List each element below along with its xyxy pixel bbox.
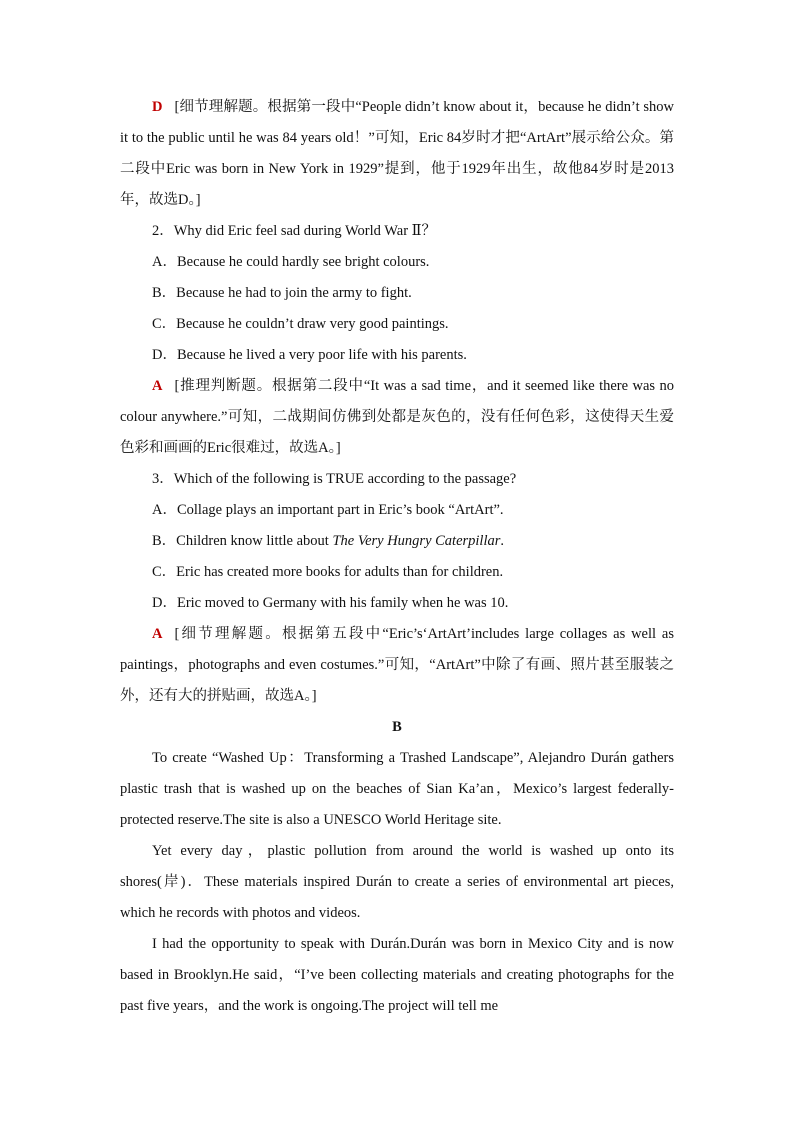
explanation-text: [推理判断题。根据第二段中“It was a sad time，and it seemed like there was no colour anywhere.”可知，二战期间仿佛到处都是灰色的，没有任何色彩，这使得天生爱色彩和画画的Eric很难过，故选A。]: [120, 378, 674, 456]
q2-option-a: A．Because he could hardly see bright colours.: [152, 254, 430, 270]
section-heading: B: [392, 719, 402, 735]
q2-option-b: B．Because he had to join the army to fight.: [152, 285, 412, 301]
answer-letter: A: [152, 378, 163, 394]
explanation-text: [细节理解题。根据第五段中“Eric’s‘ArtArt’includes large collages as well as paintings，photographs and even costumes.”可知，“ArtArt”中除了有画、照片甚至服装之外，还有大的拼贴画，故选A。]: [120, 626, 674, 704]
answer-letter: A: [152, 626, 163, 642]
option-b-prefix: B．Children know little about: [152, 533, 333, 549]
q1-explanation: [120, 92, 674, 216]
q3-option-c: C．Eric has created more books for adults than for children.: [152, 564, 504, 580]
q2-option-c: C．Because he couldn’t draw very good paintings.: [152, 316, 449, 332]
q3-option-b: [120, 526, 674, 557]
q3-option-a: A．Collage plays an important part in Eric’s book “ArtArt”.: [152, 502, 504, 518]
q3-stem: 3．Which of the following is TRUE according to the passage?: [152, 471, 517, 487]
explanation-text: [细节理解题。根据第一段中“People didn’t know about it，because he didn’t show it to the public until he was 84 years old！”可知，Eric 84岁时才把“ArtArt”展示给公众。第二段中Eric was born in New York in 1929”提到，他于1929年出生，故他84岁时是2013年，故选D。]: [120, 99, 674, 208]
passage-paragraph: I had the opportunity to speak with Durán.Durán was born in Mexico City and is now based in Brooklyn.He said，“I’ve been collecting materials and creating photographs for the past five years，and the work is ongoing.The project will tell me: [120, 936, 674, 1014]
book-title: The Very Hungry Caterpillar: [332, 533, 501, 549]
q2-explanation: [120, 371, 674, 464]
q2-stem: 2．Why did Eric feel sad during World War Ⅱ？: [152, 223, 437, 239]
passage-paragraph: Yet every day，plastic pollution from around the world is washed up onto its shores(岸)．These materials inspired Durán to create a series of environmental art pieces, which he records with photos and videos.: [120, 843, 674, 921]
q3-explanation: [120, 619, 674, 712]
q3-option-d: D．Eric moved to Germany with his family when he was 10.: [152, 595, 509, 611]
q2-option-d: D．Because he lived a very poor life with his parents.: [152, 347, 467, 363]
option-b-suffix: .: [500, 533, 505, 549]
document-page: [120, 92, 674, 1022]
answer-letter: D: [152, 99, 163, 115]
passage-paragraph: To create “Washed Up：Transforming a Trashed Landscape”, Alejandro Durán gathers plastic trash that is washed up on the beaches of Sian Ka’an，Mexico’s largest federally-protected reserve.The site is also a UNESCO World Heritage site.: [120, 750, 674, 828]
